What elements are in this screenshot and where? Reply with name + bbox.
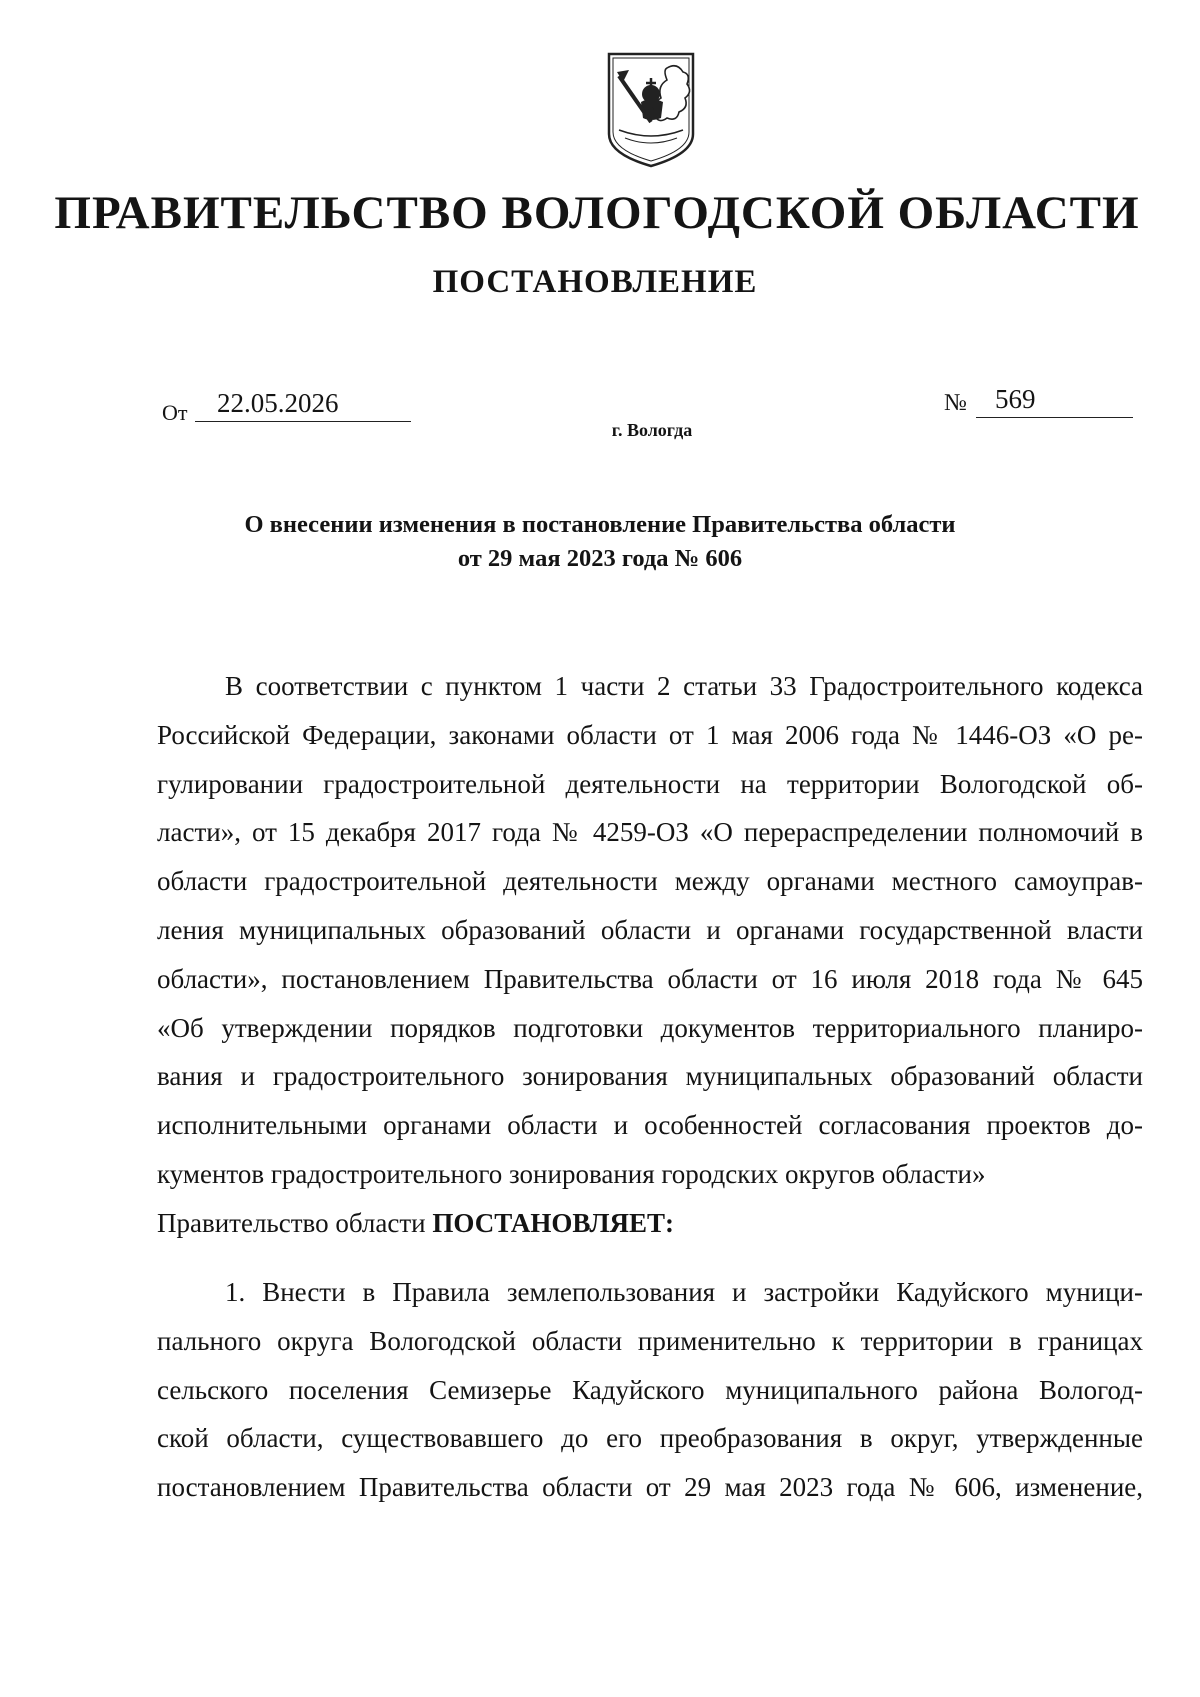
preamble-line: кументов градостроительного зонирования городских округов области» <box>157 1158 986 1189</box>
preamble-line: области», постановлением Правительства области от 16 июля 2018 года № 645 <box>157 963 1143 994</box>
clause-1-paragraph <box>157 1268 1143 1512</box>
clause-line: ской области, существовавшего до его преобразования в округ, утвержденные <box>157 1423 1143 1454</box>
document-date: 22.05.2026 <box>195 388 411 422</box>
preamble-line: Российской Федерации, законами области от 1 мая 2006 года № 1446-ОЗ «О ре- <box>157 719 1143 750</box>
doc-type-title: ПОСТАНОВЛЕНИЕ <box>432 264 758 300</box>
preamble-line: ления муниципальных образований области и органами государственной власти <box>157 914 1143 945</box>
vologda-coat-of-arms-icon <box>605 50 697 168</box>
clause-line: 1. Внести в Правила землепользования и застройки Кадуйского муници- <box>225 1277 1143 1307</box>
subject-line: от 29 мая 2023 года № 606 <box>457 545 743 572</box>
preamble-line: В соответствии с пунктом 1 части 2 статьи 33 Градостроительного кодекса <box>225 671 1143 701</box>
preamble-line: ласти», от 15 декабря 2017 года № 4259-ОЗ «О перераспределении полномочий в <box>157 817 1143 848</box>
clause-line: пального округа Вологодской области применительно к территории в границах <box>157 1325 1143 1356</box>
decree-word: ПОСТАНОВЛЯЕТ: <box>432 1207 674 1238</box>
clause-line: сельского поселения Семизерье Кадуйского муниципального района Вологод- <box>157 1374 1143 1405</box>
number-label: № <box>944 390 967 416</box>
decree-prefix: Правительство области <box>157 1207 433 1238</box>
date-label: От <box>162 400 188 425</box>
preamble-line: вания и градостроительного зонирования муниципальных образований области <box>157 1061 1143 1092</box>
preamble-line: области градостроительной деятельности между органами местного самоуправ- <box>157 866 1143 897</box>
document-number: 569 <box>976 384 1133 418</box>
decree-line <box>157 1199 1143 1248</box>
preamble-line: исполнительными органами области и особенностей согласования проектов до- <box>157 1110 1143 1141</box>
preamble-line: гулировании градостроительной деятельности на территории Вологодской об- <box>157 768 1143 799</box>
org-title: ПРАВИТЕЛЬСТВО ВОЛОГОДСКОЙ ОБЛАСТИ <box>54 187 1140 239</box>
subject-line: О внесении изменения в постановление Правительства области <box>244 511 956 538</box>
document-subject <box>150 508 1050 576</box>
clause-line: постановлением Правительства области от 29 мая 2023 года № 606, изменение, <box>157 1472 1143 1503</box>
city-name: г. Вологда <box>611 420 693 440</box>
preamble-line: «Об утверждении порядков подготовки документов территориального планиро- <box>157 1012 1143 1043</box>
preamble-paragraph <box>157 662 1143 1248</box>
